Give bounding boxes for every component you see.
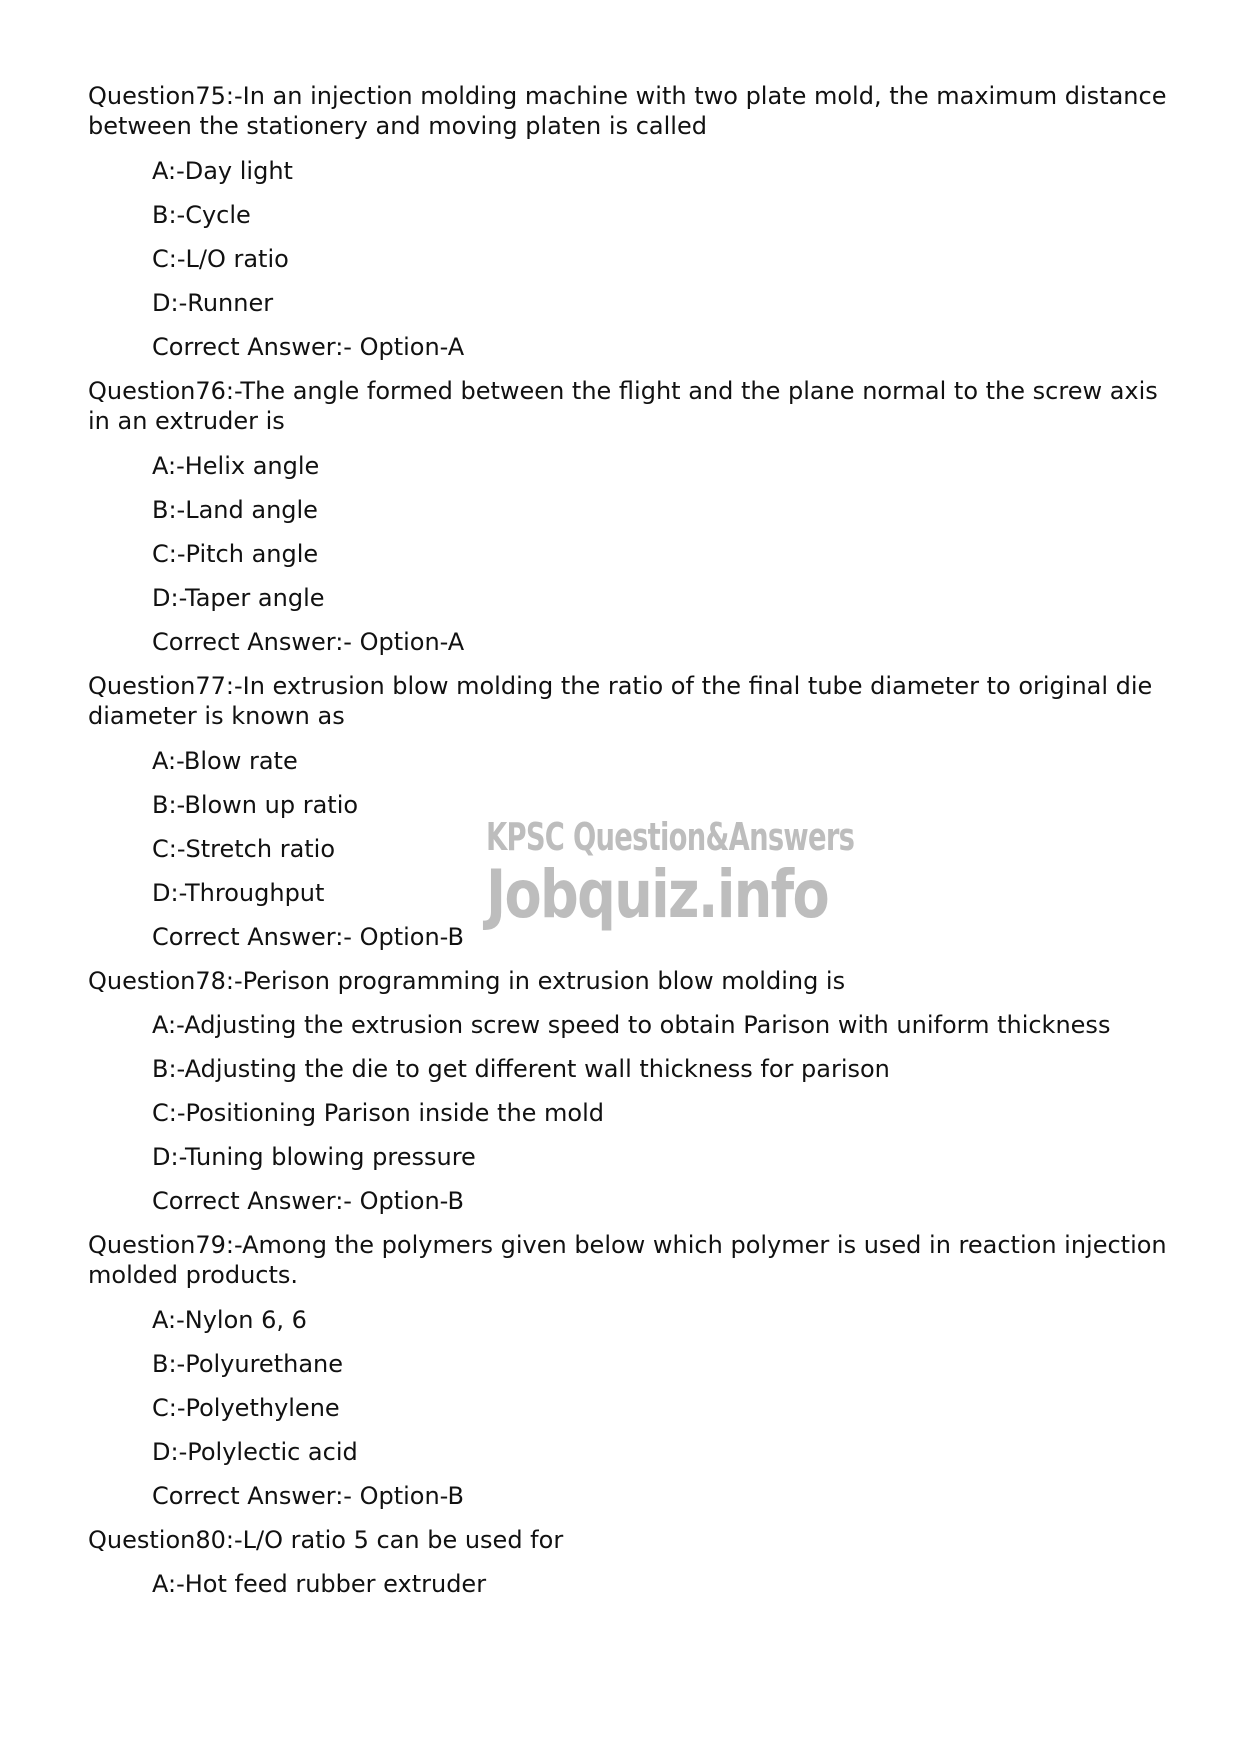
question-text: Question79:-Among the polymers given below which polymer is used in reaction injection molded products. (88, 1231, 1167, 1289)
option-d: D:-Tuning blowing pressure (152, 1143, 476, 1171)
question-text: Question80:-L/O ratio 5 can be used for (88, 1526, 564, 1554)
option-c: C:-Pitch angle (152, 540, 319, 568)
option-a: A:-Day light (152, 157, 293, 185)
correct-answer: Correct Answer:- Option-B (152, 1187, 464, 1215)
question-text: Question75:-In an injection molding machine with two plate mold, the maximum distance between the stationery and moving platen is called (88, 82, 1167, 140)
watermark-line-1: KPSC Question&Answers (486, 815, 855, 859)
option-a: A:-Hot feed rubber extruder (152, 1570, 487, 1598)
option-a: A:-Adjusting the extrusion screw speed to obtain Parison with uniform thickness (152, 1011, 1111, 1039)
option-c: C:-Stretch ratio (152, 835, 336, 863)
option-d: D:-Taper angle (152, 584, 325, 612)
option-b: B:-Polyurethane (152, 1350, 344, 1378)
correct-answer: Correct Answer:- Option-A (152, 333, 465, 361)
option-c: C:-L/O ratio (152, 245, 289, 273)
option-b: B:-Blown up ratio (152, 791, 359, 819)
option-a: A:-Helix angle (152, 452, 320, 480)
option-d: D:-Runner (152, 289, 274, 317)
correct-answer: Correct Answer:- Option-A (152, 628, 465, 656)
option-d: D:-Throughput (152, 879, 325, 907)
question-text: Question78:-Perison programming in extrusion blow molding is (88, 967, 846, 995)
option-a: A:-Blow rate (152, 747, 298, 775)
watermark-line-2: Jobquiz.info (486, 856, 829, 933)
option-c: C:-Polyethylene (152, 1394, 340, 1422)
option-d: D:-Polylectic acid (152, 1438, 358, 1466)
option-b: B:-Land angle (152, 496, 318, 524)
question-text: Question77:-In extrusion blow molding the ratio of the final tube diameter to original die diameter is known as (88, 672, 1153, 730)
option-c: C:-Positioning Parison inside the mold (152, 1099, 605, 1127)
option-b: B:-Adjusting the die to get different wall thickness for parison (152, 1055, 890, 1083)
correct-answer: Correct Answer:- Option-B (152, 923, 464, 951)
watermark (486, 815, 997, 931)
option-a: A:-Nylon 6, 6 (152, 1306, 307, 1334)
question-text: Question76:-The angle formed between the flight and the plane normal to the screw axis in an extruder is (88, 377, 1158, 435)
option-b: B:-Cycle (152, 201, 251, 229)
correct-answer: Correct Answer:- Option-B (152, 1482, 464, 1510)
